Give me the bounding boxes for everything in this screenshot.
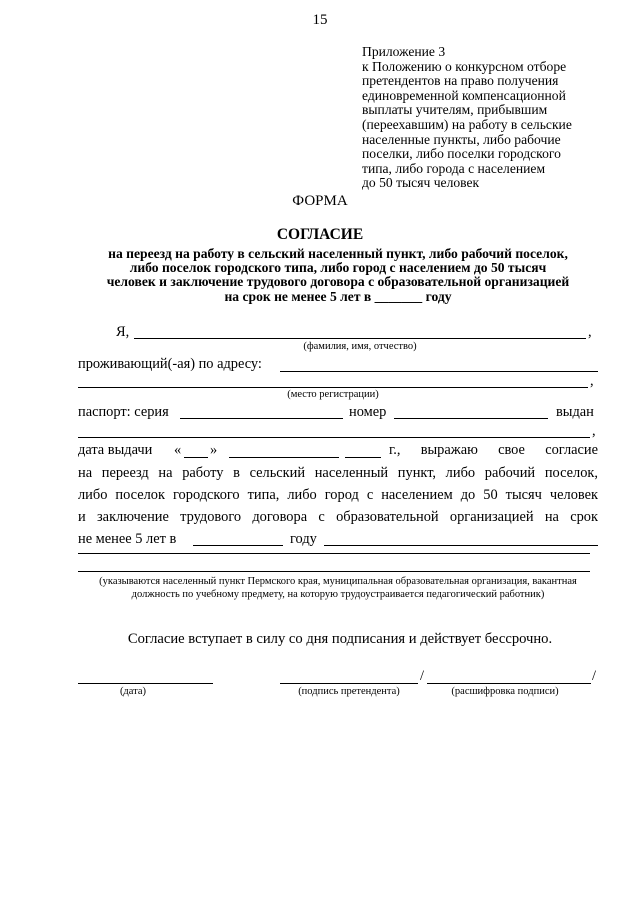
passport-number-field[interactable] xyxy=(394,418,548,419)
subtitle-line: на срок не менее 5 лет в _______ году xyxy=(224,288,452,304)
issued-comma: , xyxy=(592,423,596,439)
fio-comma: , xyxy=(588,324,592,340)
ya-label: Я, xyxy=(116,324,130,340)
address-comma: , xyxy=(590,373,594,389)
details-field-line2[interactable] xyxy=(78,553,590,554)
body-line: и заключение трудового договора с образовательной организацией на срок xyxy=(78,509,598,525)
appendix-line: единовременной компенсационной xyxy=(362,87,566,103)
date-signature-field[interactable] xyxy=(78,683,213,684)
fio-field[interactable] xyxy=(134,338,586,339)
appendix-line: выплаты учителям, прибывшим xyxy=(362,102,548,118)
appendix-line: Приложение 3 xyxy=(362,44,446,59)
appendix-line: населенные пункты, либо рабочие xyxy=(362,131,561,147)
issue-date-close-quote: » xyxy=(210,442,218,458)
issue-month-field[interactable] xyxy=(229,457,339,458)
appendix-block xyxy=(362,45,622,191)
final-statement: Согласие вступает в силу со дня подписания и действует бессрочно. xyxy=(127,631,553,647)
fio-caption: (фамилия, имя, отчество) xyxy=(303,341,417,352)
address-field[interactable] xyxy=(280,371,598,372)
address-field-line2[interactable] xyxy=(78,387,588,388)
body-line: либо поселок городского типа, либо город с населением до 50 тысяч человек xyxy=(78,487,598,503)
passport-number-label: номер xyxy=(349,404,387,420)
appendix-line: к Положению о конкурсном отборе xyxy=(362,58,567,74)
issue-year-field[interactable] xyxy=(345,457,381,458)
registration-caption: (место регистрации) xyxy=(287,389,379,400)
signature-decode-caption: (расшифровка подписи) xyxy=(451,686,559,697)
date-caption: (дата) xyxy=(119,686,147,697)
signature-slash: / xyxy=(592,668,596,684)
signature-decode-field[interactable] xyxy=(427,683,591,684)
issue-day-field[interactable] xyxy=(184,457,208,458)
passport-series-label: паспорт: серия xyxy=(78,404,169,420)
appendix-line: (переехавшим) на работу в сельские xyxy=(362,116,572,132)
page-number: 15 xyxy=(312,12,328,28)
document-subtitle xyxy=(78,247,598,304)
appendix-line: поселки, либо поселки городского xyxy=(362,146,561,162)
details-note: (указываются населенный пункт Пермского края, муниципальная образовательная организация, вакантная должность по учебному предмету, на которую трудоустраивается педагогический работник) xyxy=(99,576,577,601)
issue-date-label: дата выдачи xyxy=(78,442,153,458)
term-prefix: не менее 5 лет в xyxy=(78,531,177,547)
term-details-field[interactable] xyxy=(324,545,598,546)
subtitle-line: человек и заключение трудового договора с образовательной организацией xyxy=(106,274,570,290)
term-year-label: году xyxy=(290,531,317,547)
passport-issued-label: выдан xyxy=(556,404,594,420)
details-field-line3[interactable] xyxy=(78,571,590,572)
issue-date-tail: г., выражаю свое согласие xyxy=(389,442,598,458)
applicant-signature-field[interactable] xyxy=(280,683,418,684)
applicant-signature-caption: (подпись претендента) xyxy=(298,686,400,697)
subtitle-line: либо поселок городского типа, либо город с населением до 50 тысяч xyxy=(129,260,547,276)
appendix-line: до 50 тысяч человек xyxy=(362,175,480,191)
subtitle-line: на переезд на работу в сельский населенный пункт, либо рабочий поселок, xyxy=(108,246,568,261)
issued-by-field[interactable] xyxy=(78,437,590,438)
document-title: СОГЛАСИЕ xyxy=(276,226,364,243)
appendix-line: типа, либо города с населением xyxy=(362,160,546,176)
body-line: на переезд на работу в сельский населенный пункт, либо рабочий поселок, xyxy=(78,465,598,481)
address-label: проживающий(-ая) по адресу: xyxy=(78,356,262,372)
appendix-line: претендентов на право получения xyxy=(362,73,559,89)
signature-slash: / xyxy=(420,668,424,684)
form-label: ФОРМА xyxy=(292,193,348,209)
term-year-field[interactable] xyxy=(193,545,283,546)
issue-date-open-quote: « xyxy=(174,442,182,458)
passport-series-field[interactable] xyxy=(180,418,343,419)
